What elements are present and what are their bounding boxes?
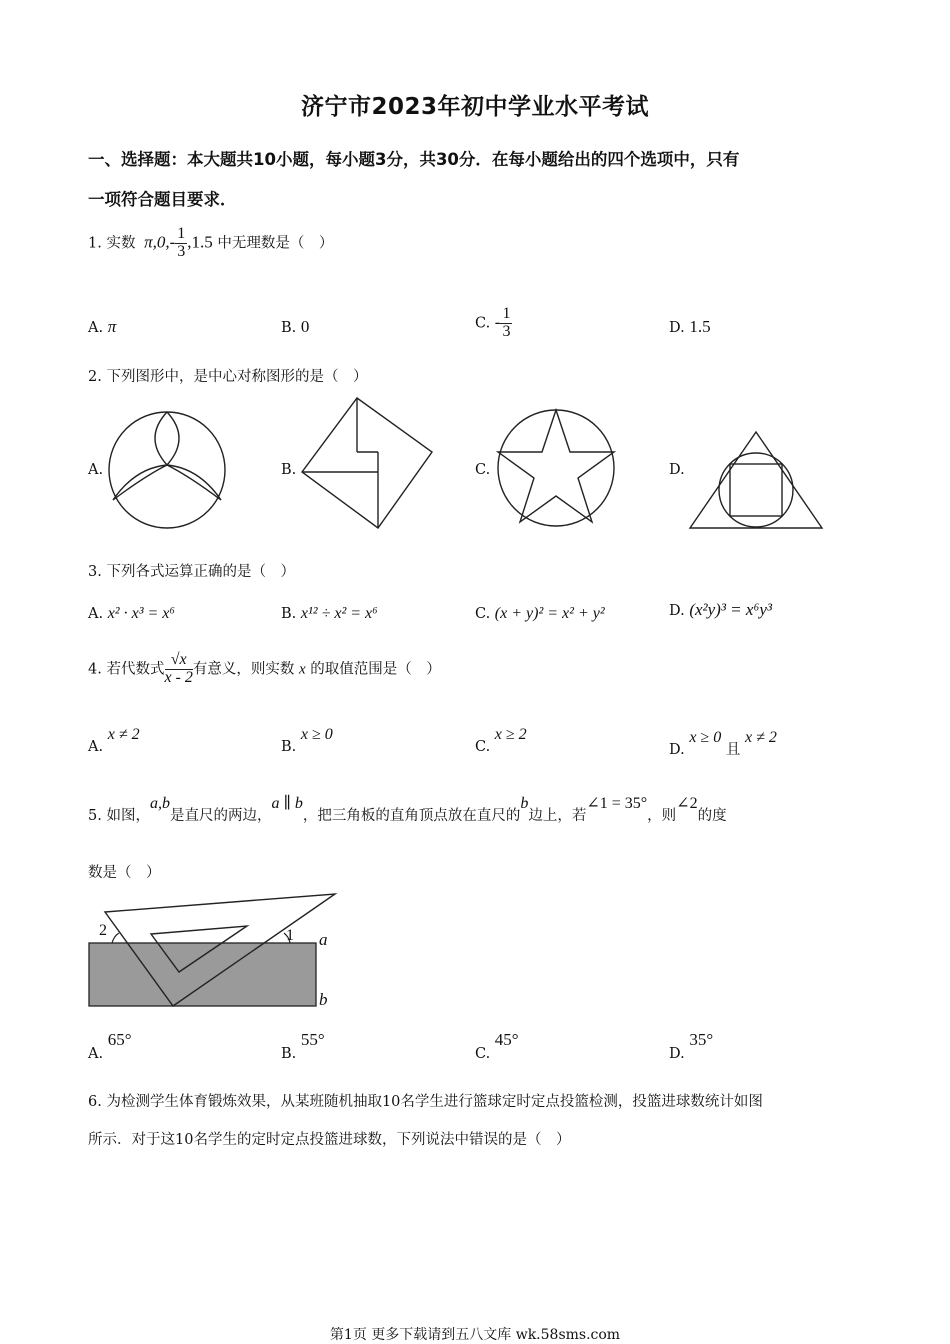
q2-figure-d-triangle-circle-square bbox=[688, 430, 824, 532]
question-4 bbox=[88, 652, 441, 687]
question-5: 5. 如图，a,b是直尺的两边，a ∥ b，把三角板的直角顶点放在直尺的b边上，若∠1 = 35°，则∠2的度 bbox=[88, 795, 727, 824]
page-footer: 第1页 更多下载请到五八文库 wk.58sms.com bbox=[329, 1327, 621, 1343]
page-title: 济宁市2023年初中学业水平考试 bbox=[300, 94, 649, 120]
q5-option-c[interactable]: C. 45° bbox=[475, 1030, 519, 1062]
q5-option-d[interactable]: D. 35° bbox=[669, 1030, 714, 1062]
q4-stem-pre: 4. 若代数式 bbox=[88, 661, 165, 678]
section-heading-line1: 一、选择题：本大题共10小题，每小题3分，共30分．在每小题给出的四个选项中，只有 bbox=[88, 150, 740, 169]
question-5-line2: 数是（ ） bbox=[88, 865, 161, 881]
q1-expr-b: ,1.5 bbox=[187, 232, 213, 252]
q4-fraction: $\frac{√x}{x - 2}$ bbox=[164, 651, 193, 686]
q2-option-d-label[interactable]: D. bbox=[669, 462, 685, 478]
q5-figure-label-b: b bbox=[319, 990, 328, 1009]
q5-option-a[interactable]: A. 65° bbox=[88, 1030, 132, 1062]
q1-expr-fraction: $\frac{1}{3}$ bbox=[177, 225, 186, 260]
q2-option-c-label[interactable]: C. bbox=[475, 462, 491, 478]
q5-figure-label-2: 2 bbox=[99, 922, 107, 939]
q3-option-d[interactable]: D. (x²y)³ = x⁶y³ bbox=[669, 600, 773, 619]
q4-var: x bbox=[299, 661, 306, 678]
question-2: 2. 下列图形中，是中心对称图形的是（ ） bbox=[88, 369, 368, 385]
q4-stem-post: 的取值范围是（ ） bbox=[310, 661, 441, 678]
question-6-line1: 6. 为检测学生体育锻炼效果，从某班随机抽取10名学生进行篮球定时定点投篮检测，投篮进球数统计如图 bbox=[88, 1094, 763, 1110]
q5-figure-ruler-and-triangle bbox=[88, 892, 338, 1012]
q1-option-a[interactable]: A. π bbox=[88, 317, 117, 336]
q2-figure-b-pinwheel-square bbox=[300, 396, 434, 530]
q1-expr-a: π,0,- bbox=[144, 232, 176, 252]
q5-figure-label-1: 1 bbox=[286, 927, 294, 944]
q1-stem-pre: 1. 实数 bbox=[88, 235, 136, 252]
q2-option-a-label[interactable]: A. bbox=[88, 462, 104, 478]
q5-option-b[interactable]: B. 55° bbox=[281, 1030, 325, 1062]
q2-option-b-label[interactable]: B. bbox=[281, 462, 297, 478]
q3-option-b[interactable]: B. x¹² ÷ x² = x⁶ bbox=[281, 605, 378, 622]
q4-stem-mid: 有意义，则实数 bbox=[192, 661, 295, 678]
q1-option-b[interactable]: B. 0 bbox=[281, 317, 310, 336]
q2-figure-c-star-in-circle bbox=[494, 406, 618, 530]
question-6-line2: 所示．对于这10名学生的定时定点投篮进球数，下列说法中错误的是（ ） bbox=[88, 1132, 571, 1148]
q4-option-d[interactable]: D. x ≥ 0 且 x ≠ 2 bbox=[669, 729, 777, 758]
q4-option-b[interactable]: B. x ≥ 0 bbox=[281, 726, 333, 755]
q5-figure-label-a: a bbox=[319, 930, 328, 949]
q1-stem-post: 中无理数是（ ） bbox=[217, 235, 334, 252]
section-heading-line2: 一项符合题目要求． bbox=[88, 190, 237, 209]
q3-option-a[interactable]: A. x² · x³ = x⁶ bbox=[88, 605, 175, 622]
q4-option-c[interactable]: C. x ≥ 2 bbox=[475, 726, 527, 755]
q1-option-c[interactable]: C. - $\frac{1}{3}$ bbox=[475, 305, 511, 340]
q4-option-a[interactable]: A. x ≠ 2 bbox=[88, 726, 140, 755]
question-3: 3. 下列各式运算正确的是（ ） bbox=[88, 564, 295, 580]
q1-option-d[interactable]: D. 1.5 bbox=[669, 317, 711, 336]
q2-figure-a-three-circles bbox=[105, 410, 229, 532]
q3-option-c[interactable]: C. (x + y)² = x² + y² bbox=[475, 605, 605, 622]
question-1 bbox=[88, 226, 333, 261]
